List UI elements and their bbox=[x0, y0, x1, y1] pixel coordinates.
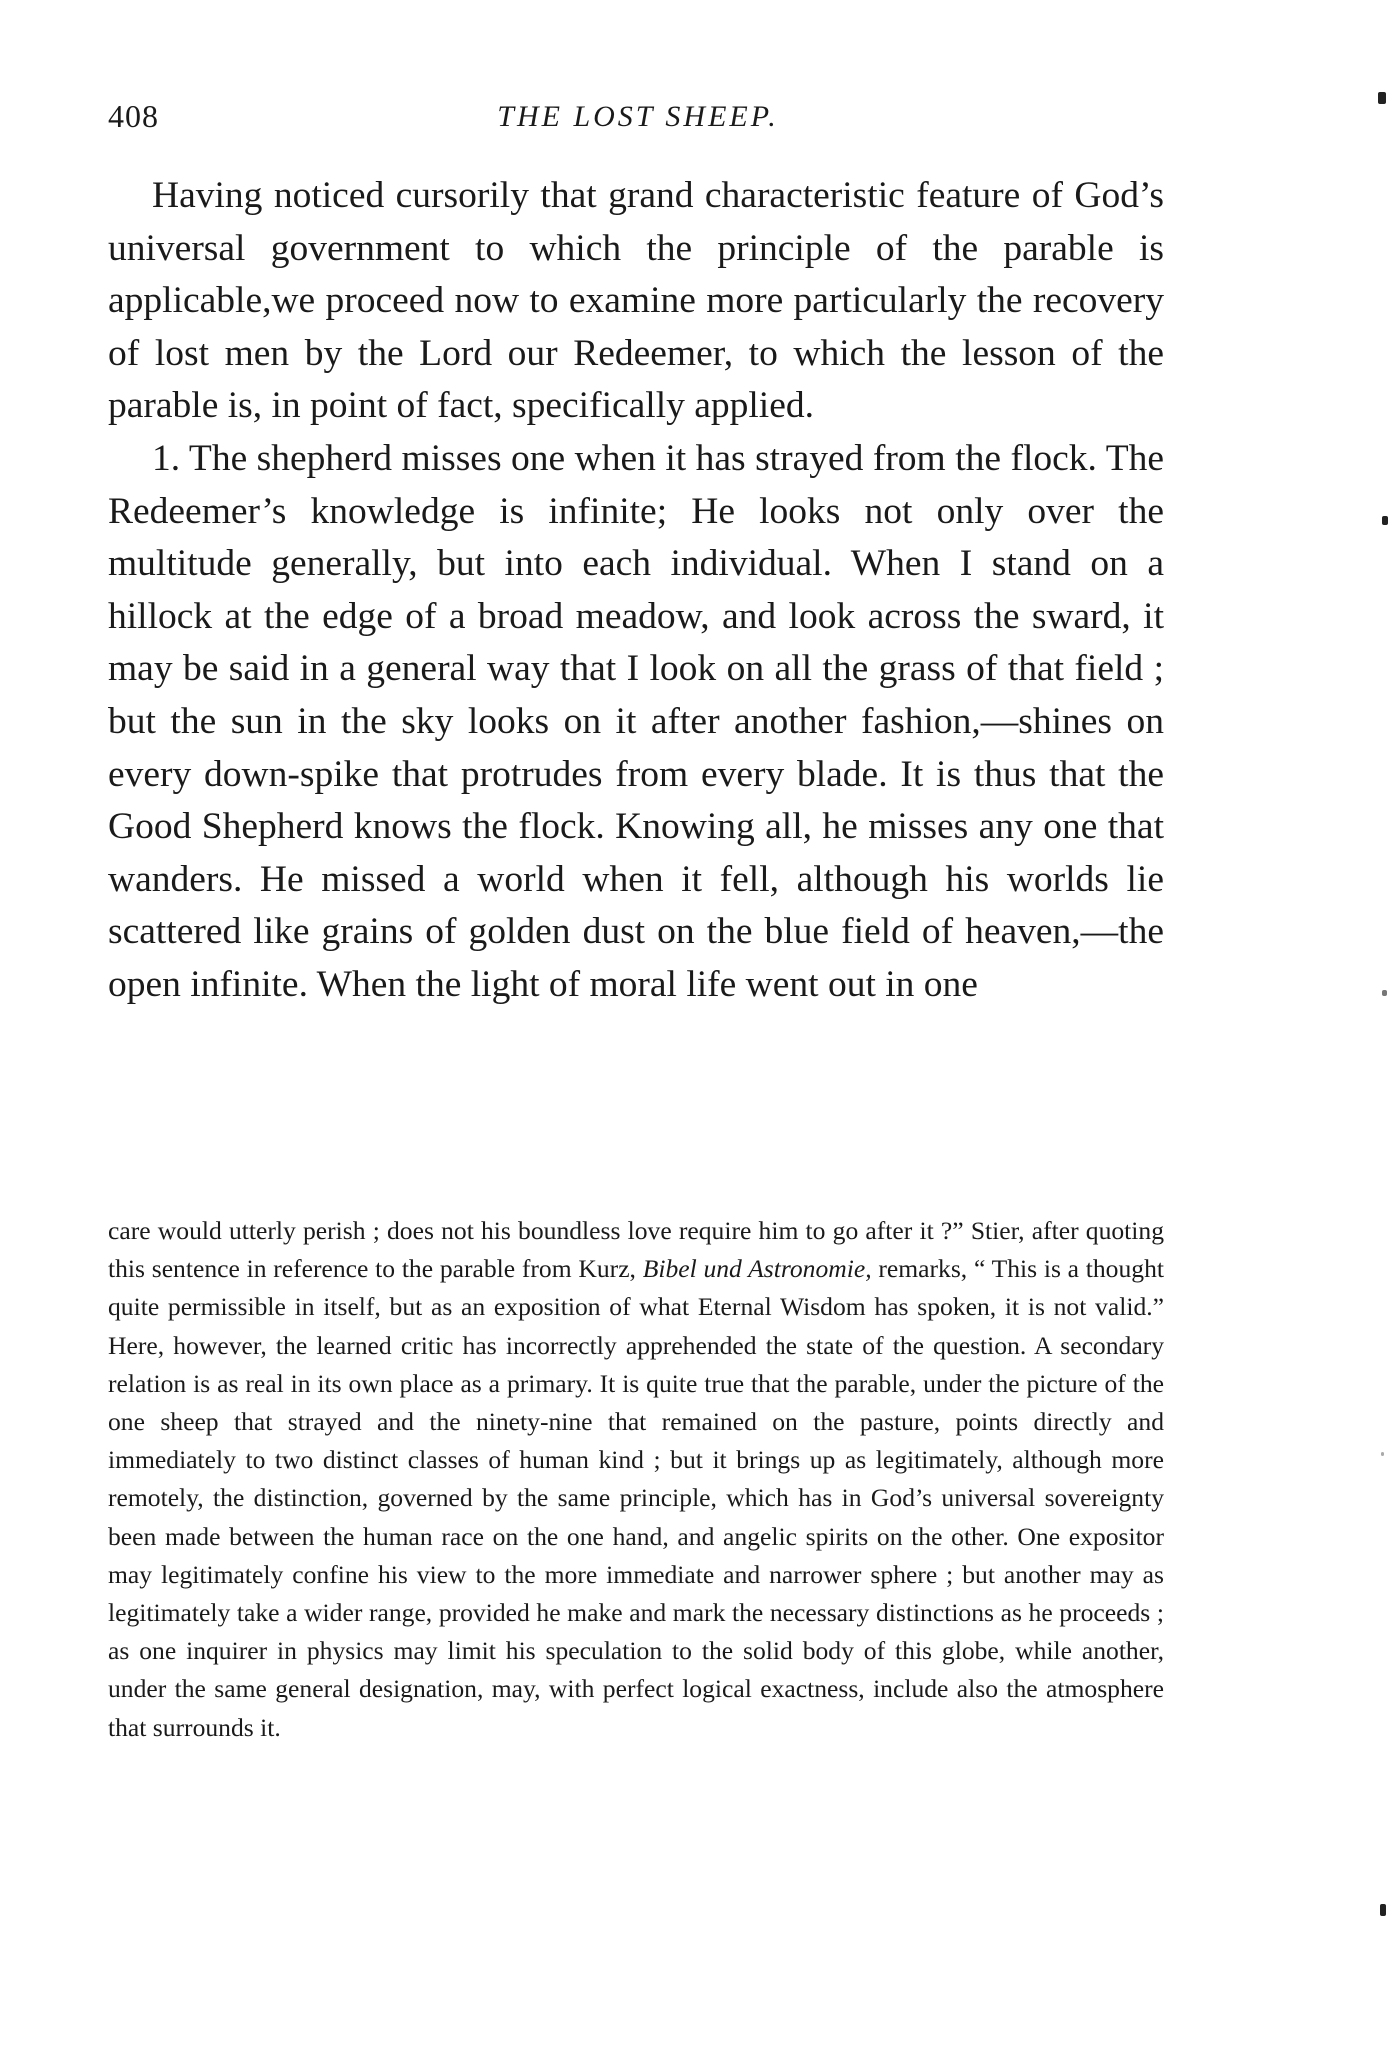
footnote-book-title: Bibel und Astronomie, bbox=[642, 1254, 872, 1284]
scan-margin-mark bbox=[1382, 990, 1387, 996]
footnote bbox=[108, 1212, 1164, 1747]
main-text bbox=[108, 170, 1164, 1012]
scan-margin-mark bbox=[1380, 1904, 1386, 1916]
footnote-text-end: remarks, “ This is a thought quite permissible in itself, but as an exposition of what Eternal Wisdom has spoken, it is not valid.” Here, however, the learned critic has incorrectly apprehended the state of the question. A secondary relation is as real in its own place as a primary. It is quite true that the parable, under the picture of the one sheep that strayed and the ninety-nine that remained on the pasture, points directly and immediately to two distinct classes of human kind ; but it brings up as legitimately, although more remotely, the distinction, governed by the same principle, which has in God’s universal sovereignty been made between the human race on the one hand, and angelic spirits on the other. One expositor may legitimately confine his view to the more immediate and narrower sphere ; but another may as legitimately take a wider range, provided he make and mark the necessary distinctions as he proceeds ; as one inquirer in physics may limit his speculation to the solid body of this globe, while another, under the same general designation, may, with perfect logical exactness, include also the atmosphere that surrounds it. bbox=[108, 1254, 1164, 1742]
footnote-text-start: care would utterly perish ; does not his boundless love require him to go after it ?” Stier, after quoting this sentence in reference to the parable from Kurz, bbox=[108, 1216, 1164, 1284]
paragraph-intro: Having noticed cursorily that grand characteristic feature of God’s universal government to which the principle of the parable is applicable,we proceed now to examine more particularly the recovery of lost men by the Lord our Redeemer, to which the lesson of the parable is, in point of fact, specifically applied. bbox=[108, 175, 1164, 427]
running-title: THE LOST SHEEP. bbox=[497, 100, 779, 133]
scan-margin-mark bbox=[1381, 1452, 1384, 1456]
running-head bbox=[108, 98, 1168, 138]
paragraph-point-1: 1. The shepherd misses one when it has strayed from the flock. The Redeemer’s knowledge is infinite; He looks not only over the multitude generally, but into each individual. When I stand on a hillock at the edge of a broad meadow, and look across the sward, it may be said in a general way that I look on all the grass of that field ; but the sun in the sky looks on it after another fashion,—shines on every down-spike that protrudes from every blade. It is thus that the Good Shepherd knows the flock. Knowing all, he misses any one that wanders. He missed a world when it fell, although his worlds lie scattered like grains of golden dust on the blue field of heaven,—the open infinite. When the light of moral life went out in one bbox=[108, 437, 1164, 1005]
scan-margin-mark bbox=[1378, 92, 1386, 104]
scan-margin-mark bbox=[1382, 516, 1388, 525]
page-number: 408 bbox=[108, 98, 159, 134]
